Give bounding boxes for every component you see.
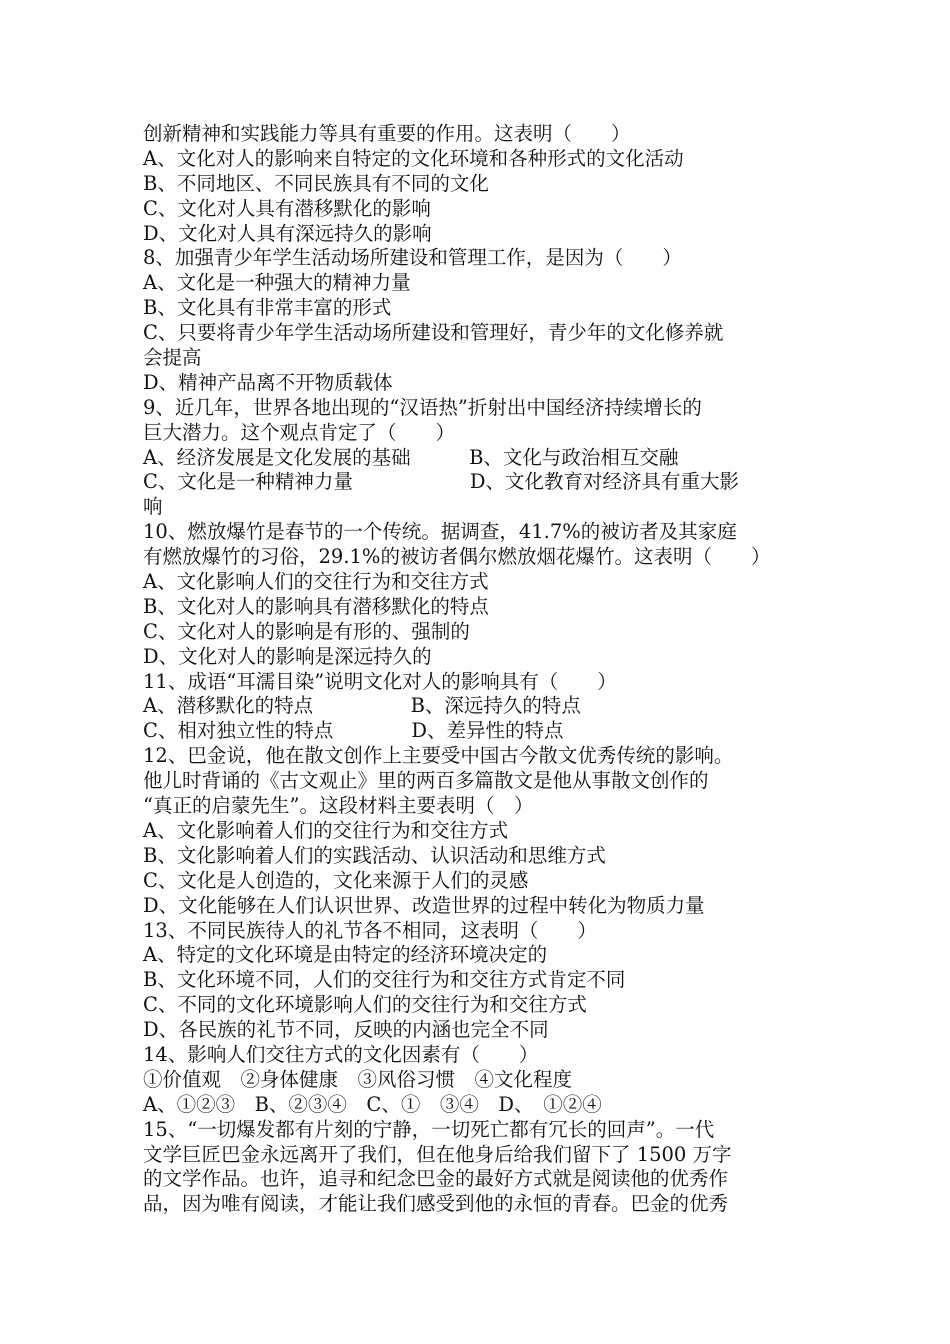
text-line: C、相对独立性的特点 D、差异性的特点 bbox=[143, 719, 564, 743]
text-line: “真正的启蒙先生”。这段材料主要表明（ ） bbox=[143, 794, 534, 818]
text-line: 创新精神和实践能力等具有重要的作用。这表明（ ） bbox=[143, 122, 631, 145]
text-line: 响 bbox=[143, 495, 163, 519]
text-line: 12、巴金说，他在散文创作上主要受中国古今散文优秀传统的影响。 bbox=[143, 744, 734, 768]
text-line: A、潜移默化的特点 B、深远持久的特点 bbox=[143, 694, 581, 718]
text-line: C、不同的文化环境影响人们的交往行为和交往方式 bbox=[143, 993, 587, 1017]
text-line: A、①②③ B、②③④ C、① ③④ D、 ①②④ bbox=[143, 1092, 602, 1116]
text-line: B、文化环境不同，人们的交往行为和交往方式肯定不同 bbox=[143, 968, 626, 992]
text-line: C、文化对人具有潜移默化的影响 bbox=[143, 196, 431, 220]
text-line: A、文化对人的影响来自特定的文化环境和各种形式的文化活动 bbox=[143, 146, 684, 170]
text-line: A、文化是一种强大的精神力量 bbox=[143, 271, 411, 295]
text-line: A、文化影响着人们的交往行为和交往方式 bbox=[143, 818, 509, 842]
text-line: D、文化对人的影响是深远持久的 bbox=[143, 644, 432, 668]
text-line: A、文化影响人们的交往行为和交往方式 bbox=[143, 570, 489, 594]
text-line: 有燃放爆竹的习俗，29.1%的被访者偶尔燃放烟花爆竹。这表明（ ） bbox=[143, 545, 771, 569]
text-line: B、文化具有非常丰富的形式 bbox=[143, 296, 392, 320]
text-line: B、不同地区、不同民族具有不同的文化 bbox=[143, 171, 489, 195]
text-line: 15、“一切爆发都有片刻的宁静，一切死亡都有冗长的回声”。一代 bbox=[143, 1117, 715, 1141]
text-line: C、文化是人创造的，文化来源于人们的灵感 bbox=[143, 868, 529, 892]
text-line: B、文化对人的影响具有潜移默化的特点 bbox=[143, 594, 489, 618]
text-line: D、文化能够在人们认识世界、改造世界的过程中转化为物质力量 bbox=[143, 893, 705, 917]
text-line: 11、成语“耳濡目染”说明文化对人的影响具有（ ） bbox=[143, 669, 617, 693]
document-body bbox=[143, 122, 823, 1217]
text-line: C、文化对人的影响是有形的、强制的 bbox=[143, 619, 470, 643]
text-line: 会提高 bbox=[143, 346, 202, 370]
text-line: B、文化影响着人们的实践活动、认识活动和思维方式 bbox=[143, 843, 606, 867]
text-line: A、特定的文化环境是由特定的经济环境决定的 bbox=[143, 943, 548, 967]
text-line: 14、影响人们交往方式的文化因素有（ ） bbox=[143, 1042, 539, 1066]
text-line: 10、燃放爆竹是春节的一个传统。据调查，41.7%的被访者及其家庭 bbox=[143, 520, 737, 544]
text-line: 13、不同民族待人的礼节各不相同，这表明（ ） bbox=[143, 918, 597, 942]
text-line: 品，因为唯有阅读，才能让我们感受到他的永恒的青春。巴金的优秀 bbox=[143, 1192, 729, 1216]
text-line: 巨大潜力。这个观点肯定了（ ） bbox=[143, 420, 456, 444]
text-line: 8、加强青少年学生活动场所建设和管理工作，是因为（ ） bbox=[143, 246, 682, 270]
text-line: D、精神产品离不开物质载体 bbox=[143, 370, 393, 394]
text-line: 的文学作品。也许，追寻和纪念巴金的最好方式就是阅读他的优秀作 bbox=[143, 1167, 729, 1191]
text-line: ①价值观 ②身体健康 ③风俗习惯 ④文化程度 bbox=[143, 1067, 573, 1091]
text-line: A、经济发展是文化发展的基础 B、文化与政治相互交融 bbox=[143, 445, 679, 469]
text-line: C、只要将青少年学生活动场所建设和管理好，青少年的文化修养就 bbox=[143, 321, 724, 345]
text-line: 他儿时背诵的《古文观止》里的两百多篇散文是他从事散文创作的 bbox=[143, 769, 709, 793]
text-line: 9、近几年，世界各地出现的“汉语热”折射出中国经济持续增长的 bbox=[143, 395, 702, 419]
text-line: C、文化是一种精神力量 D、文化教育对经济具有重大影 bbox=[143, 470, 740, 494]
text-line: D、各民族的礼节不同，反映的内涵也完全不同 bbox=[143, 1018, 549, 1042]
text-line: D、文化对人具有深远持久的影响 bbox=[143, 221, 432, 245]
text-line: 文学巨匠巴金永远离开了我们，但在他身后给我们留下了 1500 万字 bbox=[143, 1142, 732, 1166]
